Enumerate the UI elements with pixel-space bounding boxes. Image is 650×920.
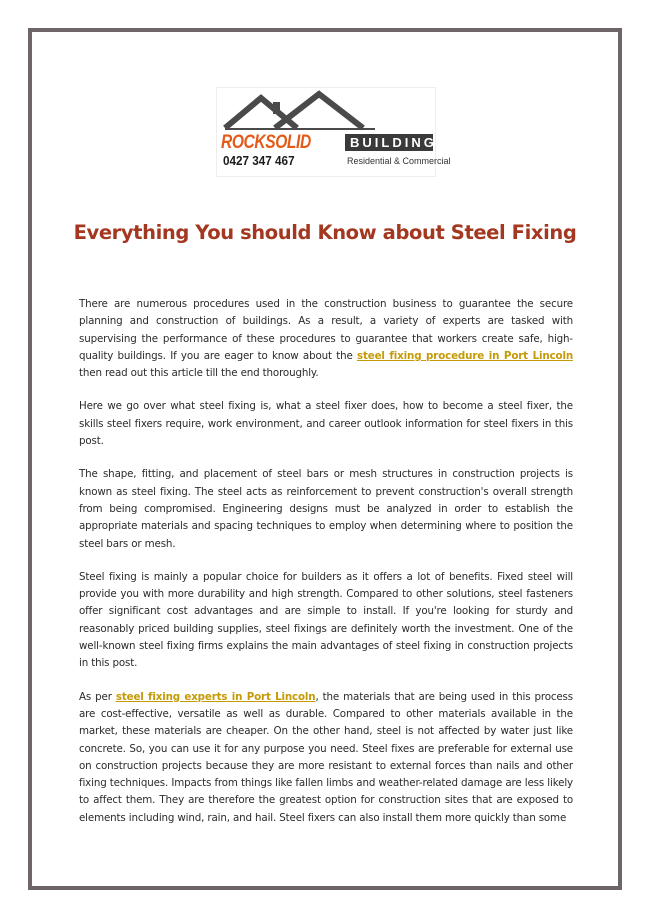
paragraph-4: Steel fixing is mainly a popular choice for builders as it offers a lot of benefits. Fixed steel will provide you with more durability and high strength. Compared to other solutions, steel fasteners offer significant cost advantages and are simple to install. If you're looking for sturdy and reasonably priced building supplies, steel fixings are definitely worth the investment. One of the well-known steel fixing firms explains the main advantages of steel fixing in construction projects in this post. [79,570,573,670]
logo-tagline: Residential & Commercial [347,156,451,166]
paragraph-1 [79,296,573,382]
article-body [79,296,573,843]
paragraph-5-text-b: , the materials that are being used in this process are cost-effective, versatile as well as durable. Compared to other materials available in the market, these materials are cheaper. On the other hand, steel is not affected by water just like concrete. So, you can use it for any purpose you need. Steel fixes are preferable for external use on construction projects because they are more resistant to external forces than nails and other fixing techniques. Impacts from things like fallen limbs and weather-related damage are less likely to affect them. They are therefore the greatest option for construction sites that are exposed to elements including wind, rain, and hail. Steel fixers can also install them more quickly than some [79,690,573,824]
paragraph-1-text-a: There are numerous procedures used in the construction business to guarantee the secure planning and construction of buildings. As a result, a variety of experts are tasked with supervising the performance of these procedures to guarantee that workers create safe, high-quality buildings. If you are eager to know about the [79,298,573,362]
company-logo [216,87,451,177]
paragraph-2: Here we go over what steel fixing is, what a steel fixer does, how to become a steel fixer, the skills steel fixers require, work environment, and career outlook information for steel fixers in this post. [79,400,573,448]
paragraph-5 [79,689,573,827]
paragraph-1-text-b: then read out this article till the end thoroughly. [79,367,319,380]
link-steel-fixing-experts[interactable]: steel fixing experts in Port Lincoln [115,690,316,703]
roof-icon [217,88,437,136]
logo-building-text: BUILDING [350,135,437,150]
paragraph-5-text-a: As per [79,690,116,703]
paragraph-3: The shape, fitting, and placement of steel bars or mesh structures in construction projects is known as steel fixing. The steel acts as reinforcement to prevent construction's overall strength from being compromised. Engineering designs must be analyzed in order to establish the appropriate materials and spacing techniques to employ when determining where to position the steel bars or mesh. [79,468,573,550]
logo-phone-text: 0427 347 467 [223,153,295,168]
logo-brand-text: ROCKSOLID [221,132,311,153]
link-steel-fixing-procedure[interactable]: steel fixing procedure in Port Lincoln [356,349,574,362]
page-title: Everything You should Know about Steel Fixing [73,221,577,244]
